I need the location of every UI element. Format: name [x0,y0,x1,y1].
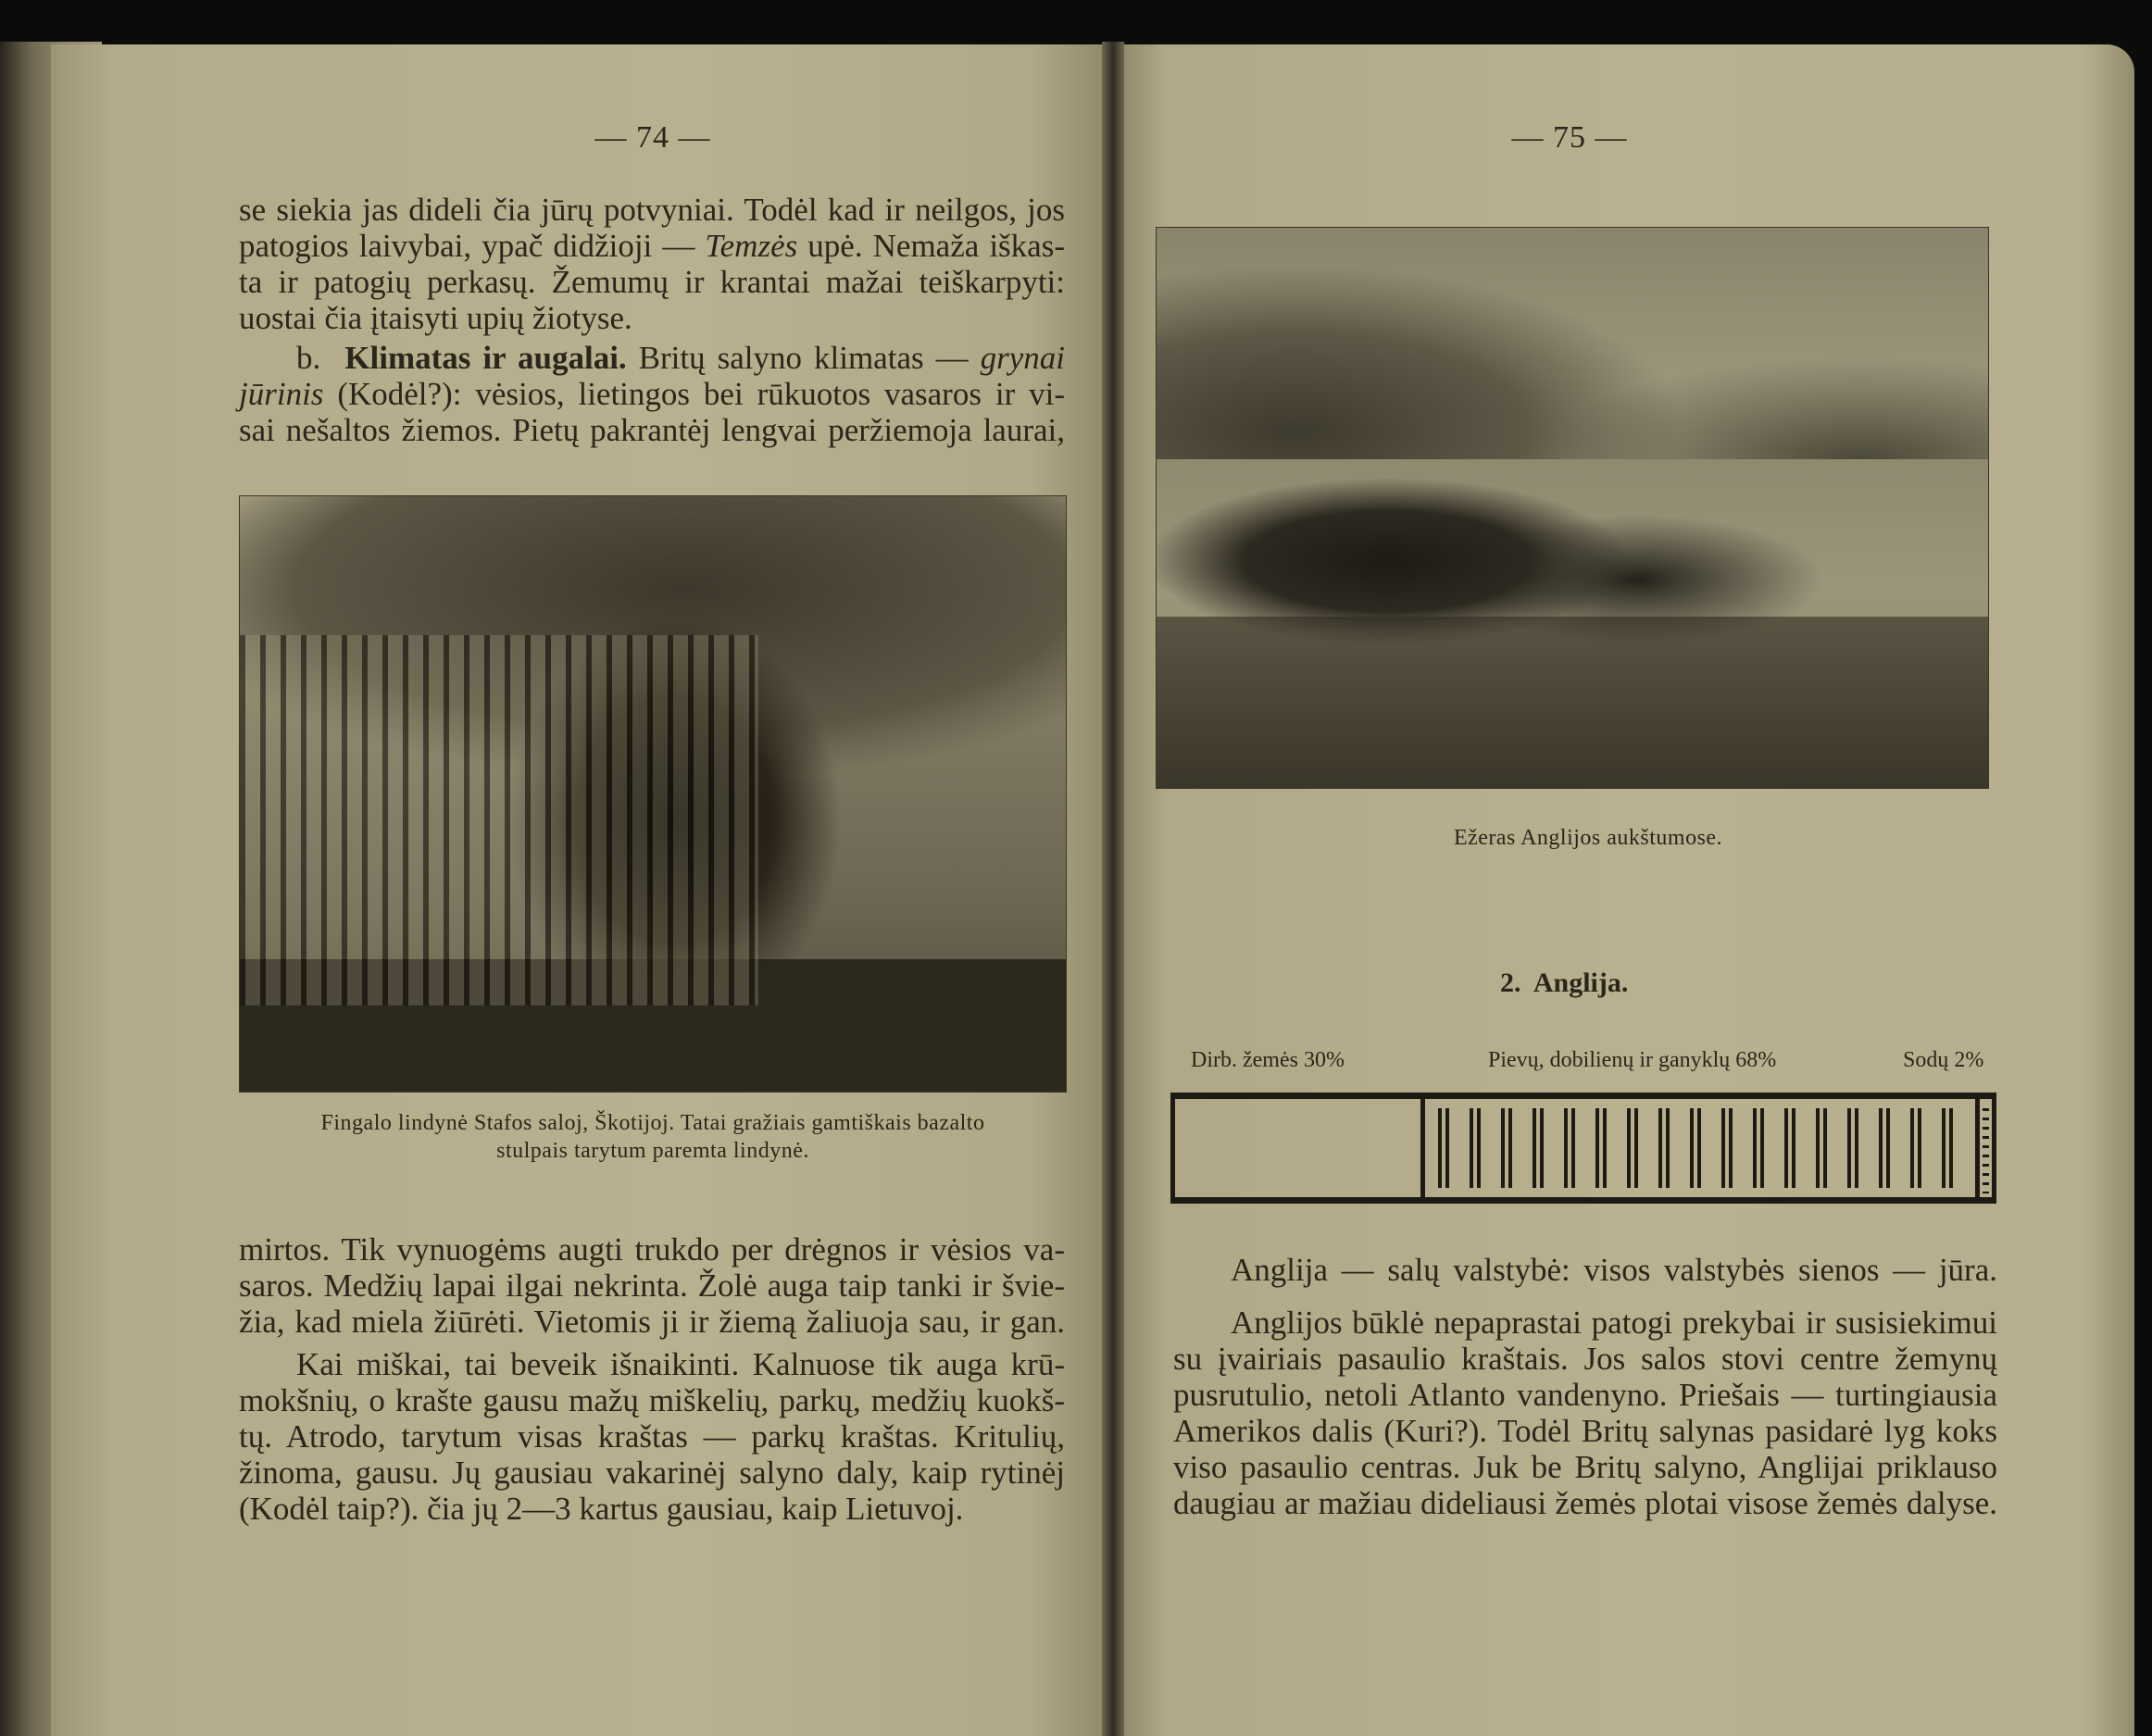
text-line: su įvairiais pasaulio kraštais. Jos salos stovi centre žemynų [1173,1341,1997,1377]
text-line [239,376,1065,412]
section-title: Klimatas ir augalai. [344,340,627,376]
text-span: Britų salyno klimatas — [626,340,981,376]
section-heading-anglija: 2. Anglija. [1500,968,1629,998]
text-line: tų. Atrodo, tarytum visas kraštas — parkų kraštas. Kritulių, [239,1418,1065,1455]
bar-segment-meadows [1420,1099,1976,1197]
text-span: (Kodėl?): vėsios, lietingos bei rūkuotos vasaros ir vi- [323,376,1065,412]
text-line: uostai čia įtaisyti upių žiotyse. [239,300,632,336]
lake-illustration [1156,227,1989,789]
italic-term: Temzės [705,228,798,264]
text-line: ta ir patogių perkasų. Žemumų ir krantai mažai teiškarpyti: [239,264,1065,300]
right-text [1173,1252,1997,1521]
text-line [239,228,1065,264]
bar-segment-arable [1175,1099,1420,1197]
bar-segment-orchards [1975,1099,1992,1197]
page-number-left: — 74 — [594,120,711,155]
text-line: se siekia jas dideli čia jūrų potvyniai. Todėl kad ir neilgos, jos [239,192,1065,228]
caption-line: Fingalo lindynė Stafos saloj, Škotijoj. Tatai gražiais gamtiškais bazalto [320,1111,985,1135]
text-line: pusrutulio, netoli Atlanto vandenyno. Priešais — turtingiausia [1173,1377,1997,1413]
page-number-right: — 75 — [1511,120,1628,155]
text-line: viso pasaulio centras. Juk be Britų salyno, Anglijai priklauso [1173,1449,1997,1485]
chart-label-arable: Dirb. žemės 30% [1191,1048,1345,1072]
text-line: Amerikos dalis (Kuri?). Todėl Britų salynas pasidarė lyg koks [1173,1413,1997,1449]
text-line: Anglijos būklė nepaprastai patogi prekybai ir susisiekimui [1231,1305,1997,1341]
italic-term: jūrinis [239,376,324,412]
left-bottom-text [239,1231,1065,1527]
text-line: mirtos. Tik vynuogėms augti trukdo per drėgnos ir vėsios va- [239,1231,1065,1268]
text-line: žia, kad miela žiūrėti. Vietomis ji ir žiemą žaliuoja sau, ir gan. [239,1304,1065,1340]
text-line: Anglija — salų valstybė: visos valstybės sienos — jūra. [1231,1252,1997,1288]
left-figure-caption [231,1109,1074,1165]
text-line: daugiau ar mažiau dideliausi žemės plotai visose žemės dalyse. [1173,1485,1997,1521]
italic-term: grynai [980,340,1065,376]
left-top-text [239,192,1065,448]
text-line: mokšnių, o krašte gausu mažų miškelių, parkų, medžių kuokš- [239,1382,1065,1418]
chart-label-meadows: Pievų, dobilienų ir ganyklų 68% [1488,1048,1777,1072]
chart-label-orchards: Sodų 2% [1903,1048,1984,1072]
text-line: Kai miškai, tai beveik išnaikinti. Kalnuose tik auga krū- [296,1346,1065,1382]
text-line: saros. Medžių lapai ilgai nekrinta. Žolė auga taip tanki ir švie- [239,1268,1065,1304]
section-heading-line [239,340,1065,376]
text-span: patogios laivybai, ypač didžioji — [239,228,706,264]
text-line: žinoma, gausu. Jų gausiau vakarinėj salyno daly, kaip rytinėj [239,1455,1065,1491]
text-line: sai nešaltos žiemos. Pietų pakrantėj lengvai peržiemoja laurai, [239,412,1065,448]
section-number: b. [296,340,321,376]
book-gutter [1102,42,1124,1736]
text-line: (Kodėl taip?). čia jų 2—3 kartus gausiau, kaip Lietuvoj. [239,1491,964,1527]
right-figure-caption: Ežeras Anglijos aukštumose. [1453,826,1723,850]
land-use-bar-chart [1170,1093,1996,1204]
fingal-cave-illustration [239,495,1067,1093]
text-span: upė. Nemaža iškas- [797,228,1065,264]
caption-line: stulpais tarytum paremta lindynė. [496,1139,809,1163]
